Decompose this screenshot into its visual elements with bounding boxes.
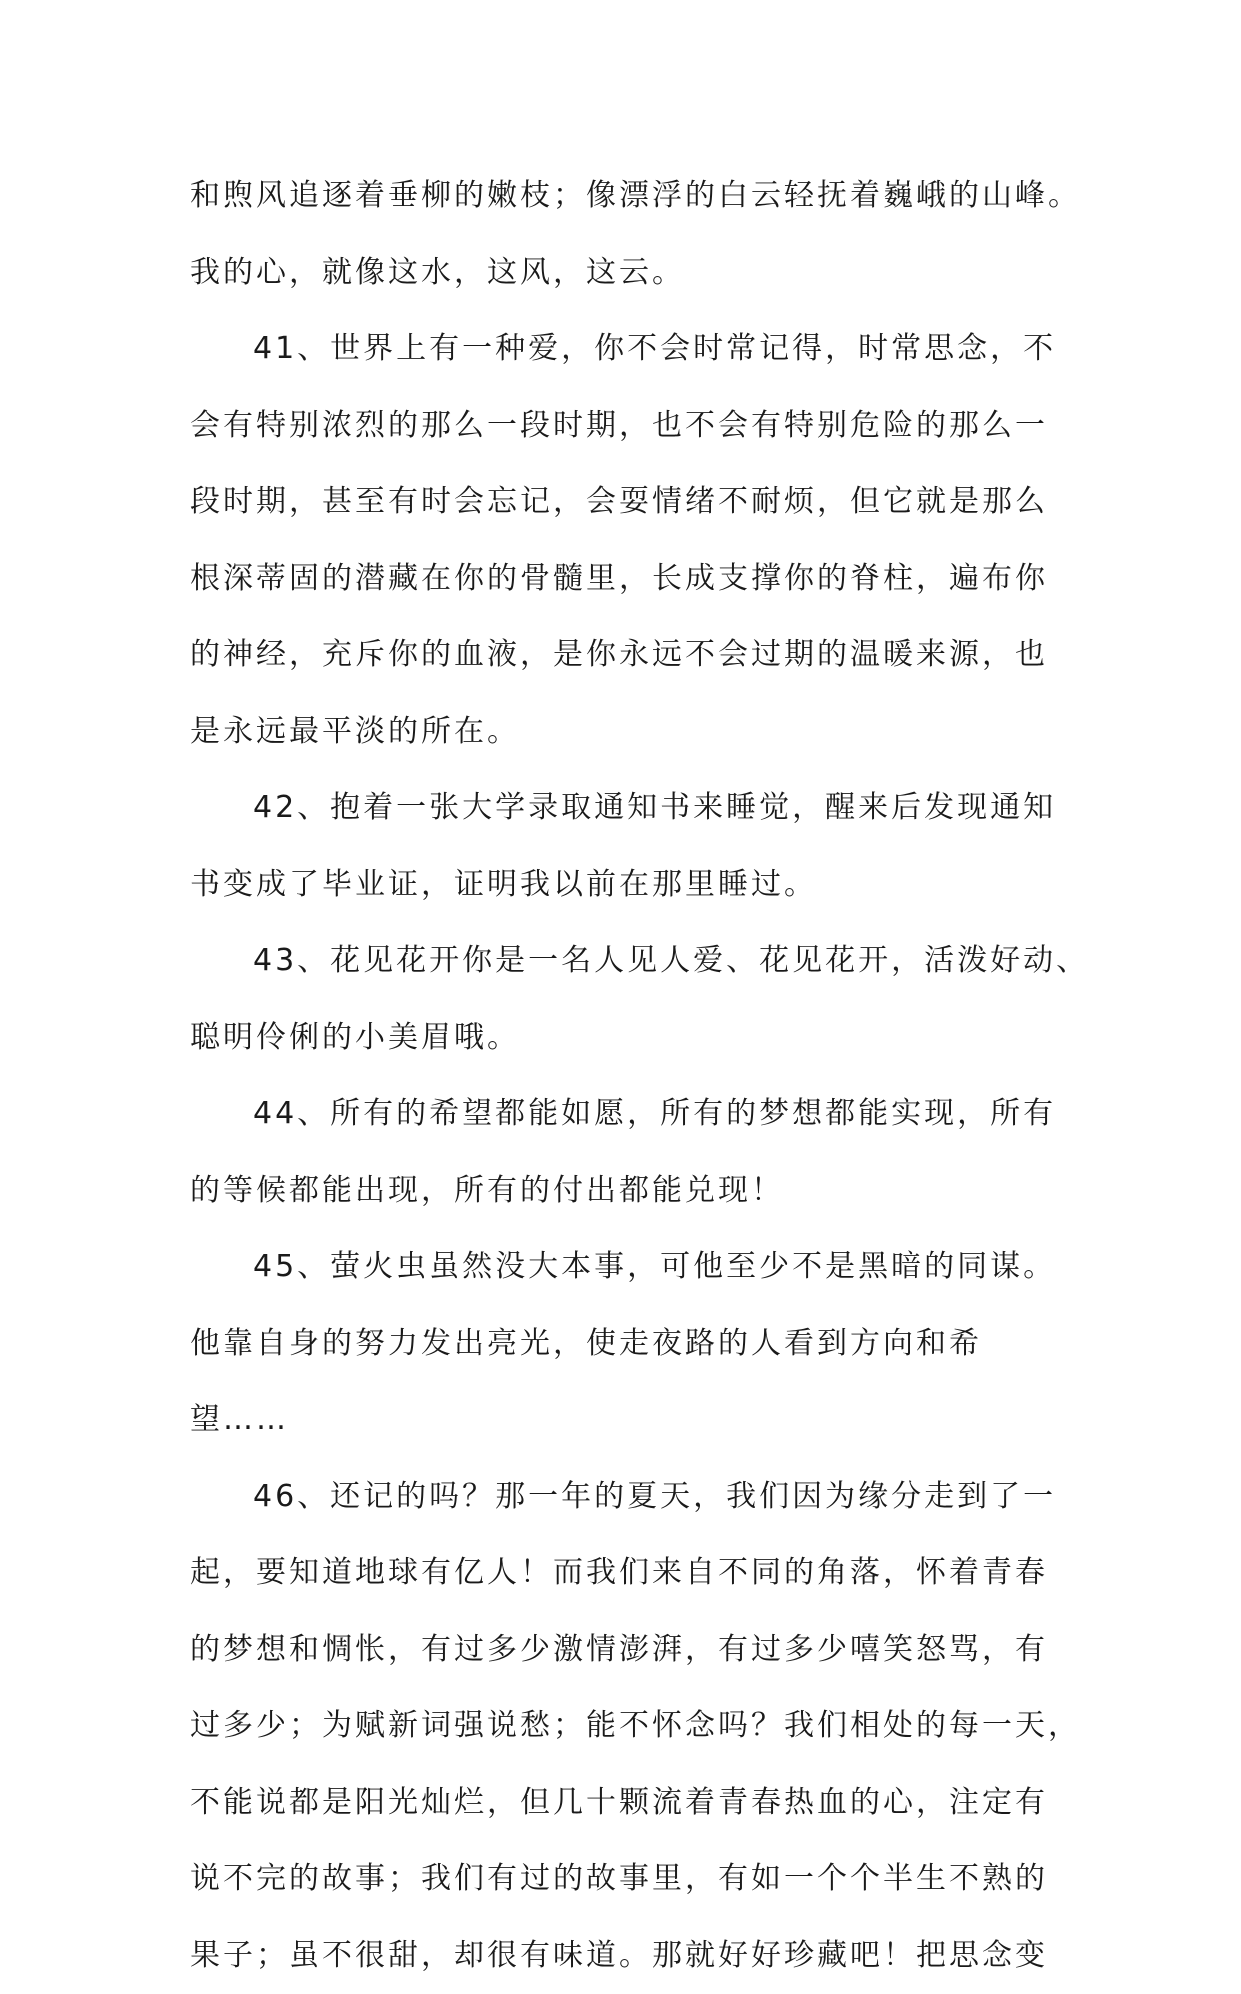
text-line: 43、花见花开你是一名人见人爱、花见花开，活泼好动、 <box>190 923 1090 1000</box>
text-line: 望…… <box>190 1382 1090 1459</box>
text-line: 46、还记的吗？那一年的夏天，我们因为缘分走到了一 <box>190 1459 1090 1536</box>
text-line: 是永远最平淡的所在。 <box>190 694 1090 771</box>
text-line: 起，要知道地球有亿人！而我们来自不同的角落，怀着青春 <box>190 1535 1090 1612</box>
text-line: 42、抱着一张大学录取通知书来睡觉，醒来后发现通知 <box>190 770 1090 847</box>
text-line: 过多少；为赋新词强说愁；能不怀念吗？我们相处的每一天， <box>190 1688 1090 1765</box>
text-line: 说不完的故事；我们有过的故事里，有如一个个半生不熟的 <box>190 1841 1090 1918</box>
text-line: 的梦想和惆怅，有过多少激情澎湃，有过多少嘻笑怒骂，有 <box>190 1612 1090 1689</box>
text-line: 会有特别浓烈的那么一段时期，也不会有特别危险的那么一 <box>190 388 1090 465</box>
text-line: 果子；虽不很甜，却很有味道。那就好好珍藏吧！把思念变 <box>190 1918 1090 1994</box>
text-line: 44、所有的希望都能如愿，所有的梦想都能实现，所有 <box>190 1076 1090 1153</box>
text-line: 的等候都能出现，所有的付出都能兑现！ <box>190 1153 1090 1230</box>
text-line: 段时期，甚至有时会忘记，会耍情绪不耐烦，但它就是那么 <box>190 464 1090 541</box>
text-line: 书变成了毕业证，证明我以前在那里睡过。 <box>190 847 1090 924</box>
text-line: 41、世界上有一种爱，你不会时常记得，时常思念，不 <box>190 311 1090 388</box>
text-line: 的神经，充斥你的血液，是你永远不会过期的温暖来源，也 <box>190 617 1090 694</box>
text-line: 45、萤火虫虽然没大本事，可他至少不是黑暗的同谋。 <box>190 1229 1090 1306</box>
text-line: 不能说都是阳光灿烂，但几十颗流着青春热血的心，注定有 <box>190 1765 1090 1842</box>
text-line: 聪明伶俐的小美眉哦。 <box>190 1000 1090 1077</box>
text-line: 和煦风追逐着垂柳的嫩枝；像漂浮的白云轻抚着巍峨的山峰。 <box>190 158 1090 235</box>
text-line: 我的心，就像这水，这风，这云。 <box>190 235 1090 312</box>
text-line: 根深蒂固的潜藏在你的骨髓里，长成支撑你的脊柱，遍布你 <box>190 541 1090 618</box>
document-body <box>190 158 1090 1994</box>
text-line: 他靠自身的努力发出亮光，使走夜路的人看到方向和希 <box>190 1306 1090 1383</box>
